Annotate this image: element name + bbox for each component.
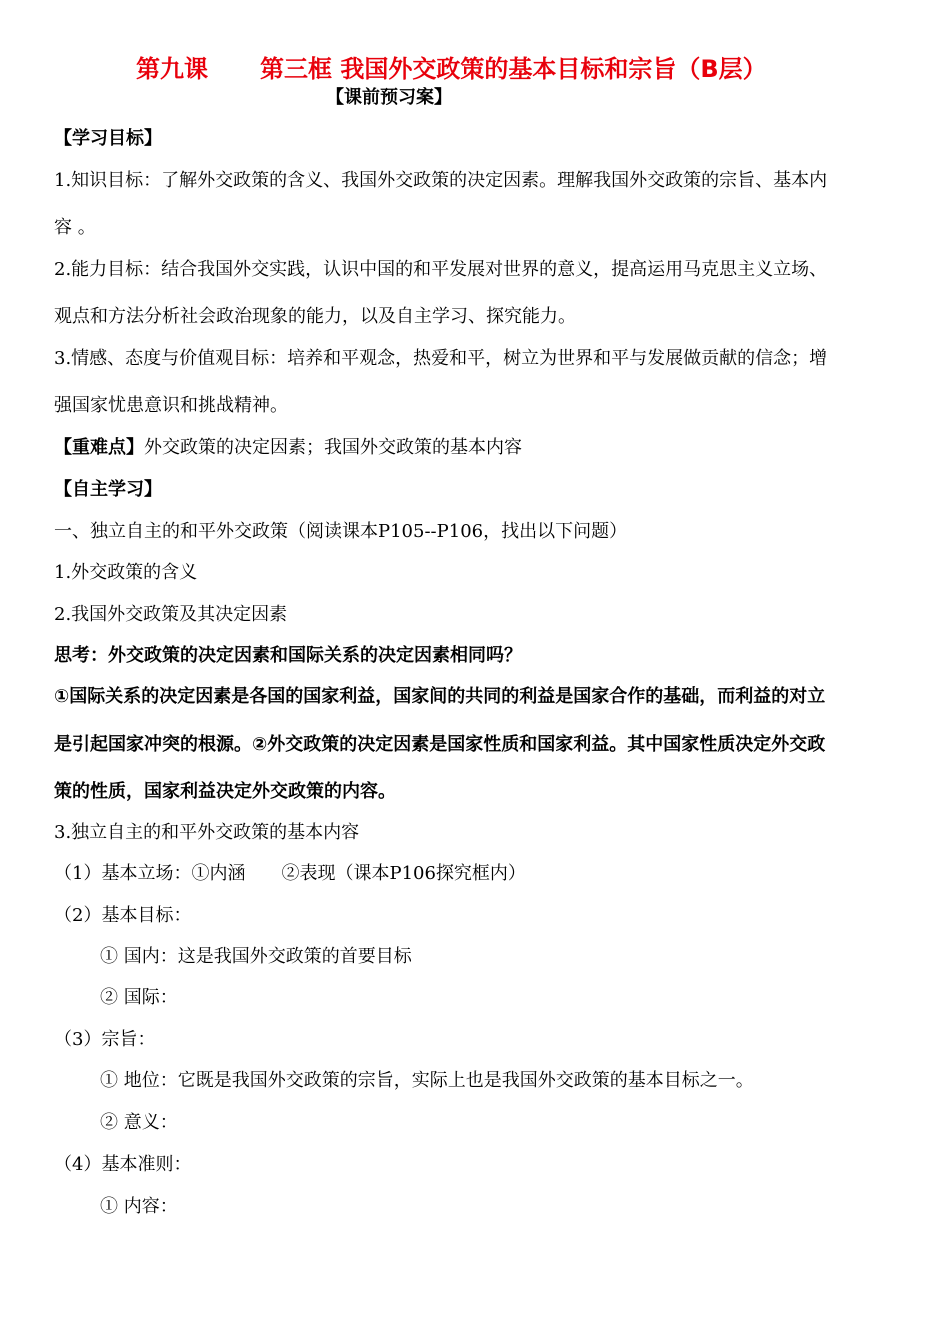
point-3-significance: ② 意义： bbox=[100, 1112, 178, 1133]
objective-1-line-1: 1.知识目标：了解外交政策的含义、我国外交政策的决定因素。理解我国外交政策的宗旨、基本内 bbox=[54, 170, 828, 191]
point-2-domestic: ① 国内：这是我国外交政策的首要目标 bbox=[100, 946, 412, 967]
point-3-status: ① 地位：它既是我国外交政策的宗旨，实际上也是我国外交政策的基本目标之一。 bbox=[100, 1070, 754, 1091]
point-2-international: ② 国际： bbox=[100, 987, 178, 1008]
page-subtitle: 【课前预习案】 bbox=[326, 87, 452, 108]
point-1-manifestation: ②表现（课本P106探究框内） bbox=[281, 863, 526, 884]
point-1-stance: （1）基本立场：①内涵 bbox=[54, 863, 246, 884]
point-4-content: ① 内容： bbox=[100, 1196, 178, 1217]
point-1 bbox=[54, 862, 526, 886]
objective-2-line-2: 观点和方法分析社会政治现象的能力，以及自主学习、探究能力。 bbox=[54, 306, 576, 327]
lesson-number: 第九课 bbox=[136, 55, 208, 83]
objective-2-line-1: 2.能力目标：结合我国外交实践，认识中国的和平发展对世界的意义，提高运用马克思主义立场、 bbox=[54, 259, 828, 280]
point-2: （2）基本目标： bbox=[54, 905, 192, 926]
objectives-heading: 【学习目标】 bbox=[54, 128, 162, 149]
answer-line-1: ①国际关系的决定因素是各国的国家利益，国家间的共同的利益是国家合作的基础，而利益的对立 bbox=[54, 686, 826, 707]
objective-3-line-1: 3.情感、态度与价值观目标：培养和平观念，热爱和平，树立为世界和平与发展做贡献的信念；增 bbox=[54, 348, 828, 369]
answer-line-3: 策的性质，国家利益决定外交政策的内容。 bbox=[54, 781, 396, 802]
page-title bbox=[136, 54, 767, 84]
answer-line-2: 是引起国家冲突的根源。②外交政策的决定因素是国家性质和国家利益。其中国家性质决定外交政 bbox=[54, 734, 826, 755]
point-3: （3）宗旨： bbox=[54, 1029, 156, 1050]
objective-1-line-2: 容 。 bbox=[54, 217, 96, 238]
self-study-heading: 【自主学习】 bbox=[54, 479, 162, 500]
think-question: 思考：外交政策的决定因素和国际关系的决定因素相同吗？ bbox=[54, 645, 522, 666]
keypoints-text: 外交政策的决定因素；我国外交政策的基本内容 bbox=[144, 437, 522, 458]
question-2: 2.我国外交政策及其决定因素 bbox=[54, 604, 288, 625]
question-3: 3.独立自主的和平外交政策的基本内容 bbox=[54, 822, 360, 843]
point-4: （4）基本准则： bbox=[54, 1154, 192, 1175]
objective-3-line-2: 强国家忧患意识和挑战精神。 bbox=[54, 395, 288, 416]
keypoints bbox=[54, 436, 522, 460]
question-1: 1.外交政策的含义 bbox=[54, 562, 198, 583]
section-1-heading: 一、独立自主的和平外交政策（阅读课本P105--P106，找出以下问题） bbox=[54, 521, 628, 542]
keypoints-label: 【重难点】 bbox=[54, 437, 144, 458]
frame-title: 第三框 我国外交政策的基本目标和宗旨（B层） bbox=[260, 55, 767, 83]
